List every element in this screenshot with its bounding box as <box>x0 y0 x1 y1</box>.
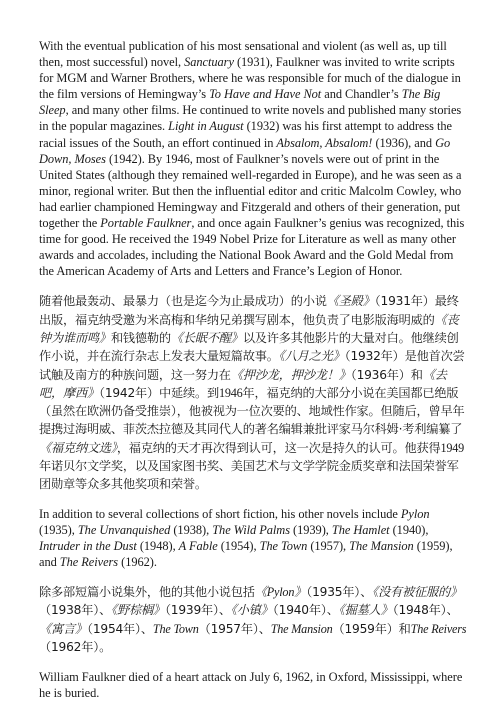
text-run: 1949 <box>440 440 465 455</box>
text-run: 以及许多其他影片的大量对白。他继续创作小说，并在流行杂志上发表大量短篇故事。 <box>39 331 459 364</box>
italic-title: 《掘墓人》 <box>338 603 393 618</box>
italic-title: The Wild Palms <box>212 522 290 537</box>
text-run: （1938年）、 <box>39 603 112 618</box>
italic-title: The Big Sleep <box>39 87 441 118</box>
text-run: (1940), <box>389 522 429 537</box>
text-run: William Faulkner died of a heart attack on July 6, 1962, in Oxford, Mississippi, where he is buried. <box>39 670 463 701</box>
italic-title: 《去吧，摩西》 <box>39 367 447 400</box>
text-run: , and once again Faulkner’s genius was recognized, this time for good. He received the 1949 Nobel Prize for Literature as well as many other awards and accolades, including the National Book Award and the Gold Medal from the American Academy of Arts and Letters and France’s Legion of Honor. <box>39 216 465 279</box>
italic-title: 《押沙龙，押沙龙！》 <box>230 367 351 382</box>
text-run: 年诺贝尔文学奖，以及国家图书奖、美国艺术与文学学院金质奖章和法国荣誉军团勋章等众多其他奖项和荣誉。 <box>39 459 459 492</box>
text-run: (1935), <box>39 522 78 537</box>
text-run: In addition to several collections of short fiction, his other novels include <box>39 506 401 521</box>
text-run: （1948年）、 <box>392 603 459 618</box>
text-run: With the eventual publication of his most sensational and violent (as well as, up till then, most successful) novel, <box>39 39 447 70</box>
text-run: （1931年）最终出版，福克纳受邀为米高梅和华纳兄弟撰写剧本，他负责了电影版海明威的 <box>39 294 459 327</box>
text-run: (1931), Faulkner was invited to write scripts for MGM and Warner Brothers, where he was responsible for much of the dialogue in the film versions of Hemingway’s <box>39 55 461 102</box>
paragraph-english-career <box>39 38 467 279</box>
text-run: (1954), <box>217 538 260 553</box>
text-run: (1938), <box>170 522 213 537</box>
italic-title: The Unvanquished <box>77 522 171 537</box>
italic-title: 《小镇》 <box>230 603 273 618</box>
text-run: （1942年）中延续。到 <box>98 385 219 400</box>
text-run: （1932年）是他首次尝试触及南方的种族问题，这一努力在 <box>39 349 465 382</box>
text-run: (1959), and <box>39 538 453 569</box>
document-page <box>39 38 467 715</box>
italic-title: Portable Faulkner <box>100 216 192 231</box>
italic-title: 《长眠不醒》 <box>170 331 243 345</box>
italic-title: To Have and Have Not <box>209 87 322 102</box>
italic-title: A Fable <box>178 538 218 553</box>
italic-title: The Mansion <box>270 621 333 636</box>
italic-title: Absalom, Absalom! <box>276 135 373 150</box>
italic-title: Light in August <box>168 119 244 134</box>
text-run: （1954年）、 <box>86 621 153 636</box>
italic-title: 《没有被征服的》 <box>372 585 462 600</box>
text-run: （1935年）、 <box>306 585 373 600</box>
italic-title: 《 <box>254 585 267 600</box>
text-run: （1957年）、 <box>198 621 271 636</box>
paragraph-chinese-novels <box>39 583 467 656</box>
text-run: , and many other films. He continued to write novels and published many stories in the popular magazines. <box>39 103 462 134</box>
text-run: 随着他最轰动、最暴力（也是迄今为止最成功）的小说 <box>39 294 327 309</box>
italic-title: Go Down, Moses <box>39 135 451 166</box>
italic-title: The Reivers <box>59 554 119 569</box>
italic-title: The Town <box>259 538 308 553</box>
text-run: (1932) was his first attempt to address the racial issues of the South, an effort continued in <box>39 119 452 150</box>
text-run: (1939), <box>289 522 332 537</box>
text-run: and Chandler’s <box>321 87 402 102</box>
italic-title: Pylon <box>266 585 295 600</box>
text-run: (1948), <box>136 538 179 553</box>
italic-title: 《八月之光》 <box>278 349 345 364</box>
text-run: 1946 <box>218 385 243 400</box>
italic-title: The Town <box>152 621 199 636</box>
text-run: （1940年）、 <box>272 603 339 618</box>
text-run: (1962). <box>118 554 157 569</box>
italic-title: The Mansion <box>349 538 414 553</box>
text-run: 和钱德勒的 <box>110 331 171 345</box>
paragraph-english-novels <box>39 506 467 570</box>
italic-title: 《寓言》 <box>39 621 87 636</box>
italic-title: Pylon <box>400 506 430 521</box>
paragraph-chinese-career <box>39 292 467 493</box>
italic-title: Intruder in the Dust <box>39 538 137 553</box>
italic-title: The Reivers <box>410 621 467 636</box>
text-run: 年，福克纳的大部分小说在美国都已绝版（虽然在欧洲仍备受推崇），他被视为一位次要的、地域性作家。但随后，曾早年提携过海明威、菲茨杰拉德及其同代人的著名编辑兼批评家马尔科姆·考利编纂了 <box>39 385 465 437</box>
text-run: ，福克纳的天才再次得到认可，这一次是持久的认可。他获得 <box>116 440 441 455</box>
text-run: （1939年）、 <box>164 603 231 618</box>
italic-title: 《福克纳文选》 <box>39 440 117 455</box>
italic-title: Sanctuary <box>184 55 234 70</box>
text-run: (1936), and <box>372 135 436 150</box>
italic-title: The Hamlet <box>331 522 390 537</box>
text-run: (1957), <box>307 538 350 553</box>
italic-title: 》 <box>294 585 307 600</box>
text-run: （1962年）。 <box>39 639 112 654</box>
text-run: （1959年）和 <box>332 621 411 636</box>
italic-title: 《丧钟为谁而鸣》 <box>39 312 459 345</box>
text-run: 除多部短篇小说集外，他的其他小说包括 <box>39 585 255 600</box>
italic-title: 《圣殿》 <box>326 294 375 309</box>
italic-title: 《野棕榈》 <box>111 603 165 618</box>
paragraph-english-death <box>39 669 467 701</box>
text-run: （1936年）和 <box>350 367 423 382</box>
text-run: (1942). By 1946, most of Faulkner’s novels were out of print in the United States (although they remained well-regarded in Europe), and he was seen as a minor, regional writer. But then the influential editor and critic Malcolm Cowley, who had earlier championed Hemingway and Fitzgerald and others of their generation, put together the <box>39 151 462 231</box>
